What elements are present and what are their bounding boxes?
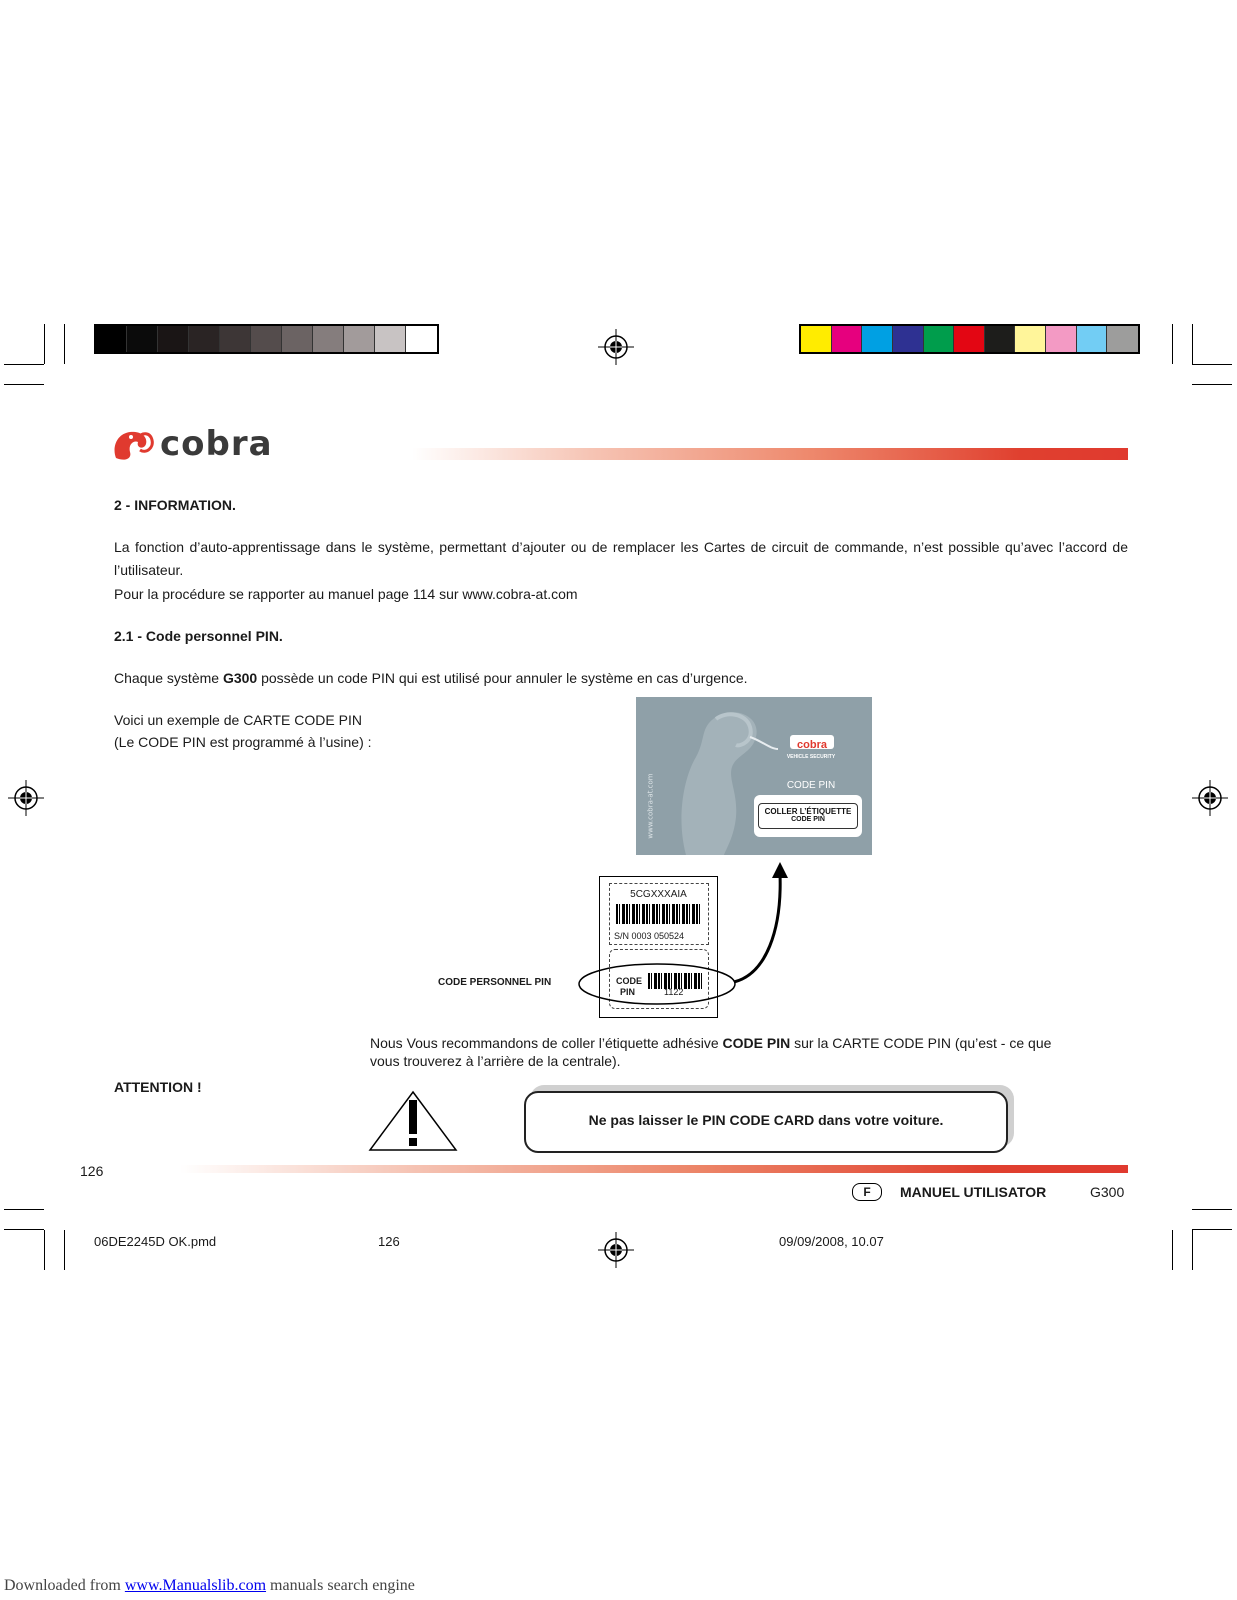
manualslib-link[interactable]: www.Manualslib.com — [124, 1577, 267, 1594]
subsection-heading: 2.1 - Code personnel PIN. — [114, 628, 283, 644]
download-footer: Downloaded from www.Manualslib.com manuals search engine — [4, 1577, 415, 1594]
label-pin-word: PIN — [620, 987, 636, 997]
slug-date: 09/09/2008, 10.07 — [779, 1234, 884, 1249]
card-subtitle: VEHICLE SECURITY — [786, 754, 836, 760]
pin-code-card — [636, 697, 872, 855]
color-bar — [799, 324, 1140, 354]
manual-title: MANUEL UTILISATOR — [900, 1184, 1047, 1200]
header-gradient-bar — [412, 448, 1128, 460]
registration-mark-right — [1192, 780, 1228, 816]
attention-label: ATTENTION ! — [114, 1079, 202, 1095]
pin-intro — [114, 667, 748, 690]
recommendation-text: Nous Vous recommandons de coller l’étiquette adhésive CODE PIN sur la CARTE CODE PIN (qu’est - ce que vous trouverez à l’arrière de la centrale). — [370, 1035, 1052, 1069]
warning-triangle-icon — [368, 1090, 458, 1152]
model-name: G300 — [222, 670, 258, 686]
language-badge: F — [852, 1183, 882, 1201]
label-callout-arrow — [570, 860, 800, 1020]
label-model: 5CGXXXAIA — [630, 889, 687, 900]
cobra-snake-icon — [110, 428, 158, 464]
label-code-word: CODE — [616, 976, 643, 986]
card-cobra-logo: cobra — [786, 727, 838, 751]
info-paragraph: La fonction d’auto-apprentissage dans le système, permettant d’ajouter ou de remplacer les Cartes de circuit de commande, n’est possible qu’avec l’accord de l’utilisateur. — [114, 539, 1128, 578]
slug-filename: 06DE2245D OK.pmd — [94, 1234, 217, 1249]
registration-mark-left — [8, 780, 44, 816]
footer-gradient-bar — [180, 1165, 1128, 1173]
example-line-2: (Le CODE PIN est programmé à l’usine) : — [114, 734, 372, 750]
procedure-paragraph: Pour la procédure se rapporter au manuel page 114 sur www.cobra-at.com — [114, 586, 578, 602]
cobra-wordmark: cobra — [160, 424, 273, 464]
callout-label: CODE PERSONNEL PIN — [438, 977, 552, 988]
pin-intro-post: possède un code PIN qui est utilisé pour annuler le système en cas d’urgence. — [257, 670, 748, 686]
grayscale-bar — [94, 324, 439, 354]
cobra-logo — [110, 424, 280, 464]
label-serial: S/N 0003 050524 — [614, 931, 685, 941]
example-line-1: Voici un exemple de CARTE CODE PIN — [114, 712, 362, 728]
pin-intro-pre: Chaque système — [114, 670, 223, 686]
label-pin-value: 1122 — [664, 987, 684, 997]
section-heading: 2 - INFORMATION. — [114, 497, 236, 513]
warning-box — [524, 1091, 1008, 1153]
card-url: www.cobra-at.com — [646, 773, 655, 839]
card-code-pin-title: CODE PIN — [786, 780, 836, 791]
page-number: 126 — [80, 1163, 104, 1179]
card-sticker-area: COLLER L’ÉTIQUETTE CODE PIN — [754, 795, 862, 837]
registration-mark-bottom — [598, 1232, 634, 1268]
warning-text: Ne pas laisser le PIN CODE CARD dans votre voiture. — [588, 1112, 944, 1128]
registration-mark-top — [598, 329, 634, 365]
footer-model: G300 — [1090, 1184, 1125, 1200]
slug-page: 126 — [378, 1234, 400, 1249]
